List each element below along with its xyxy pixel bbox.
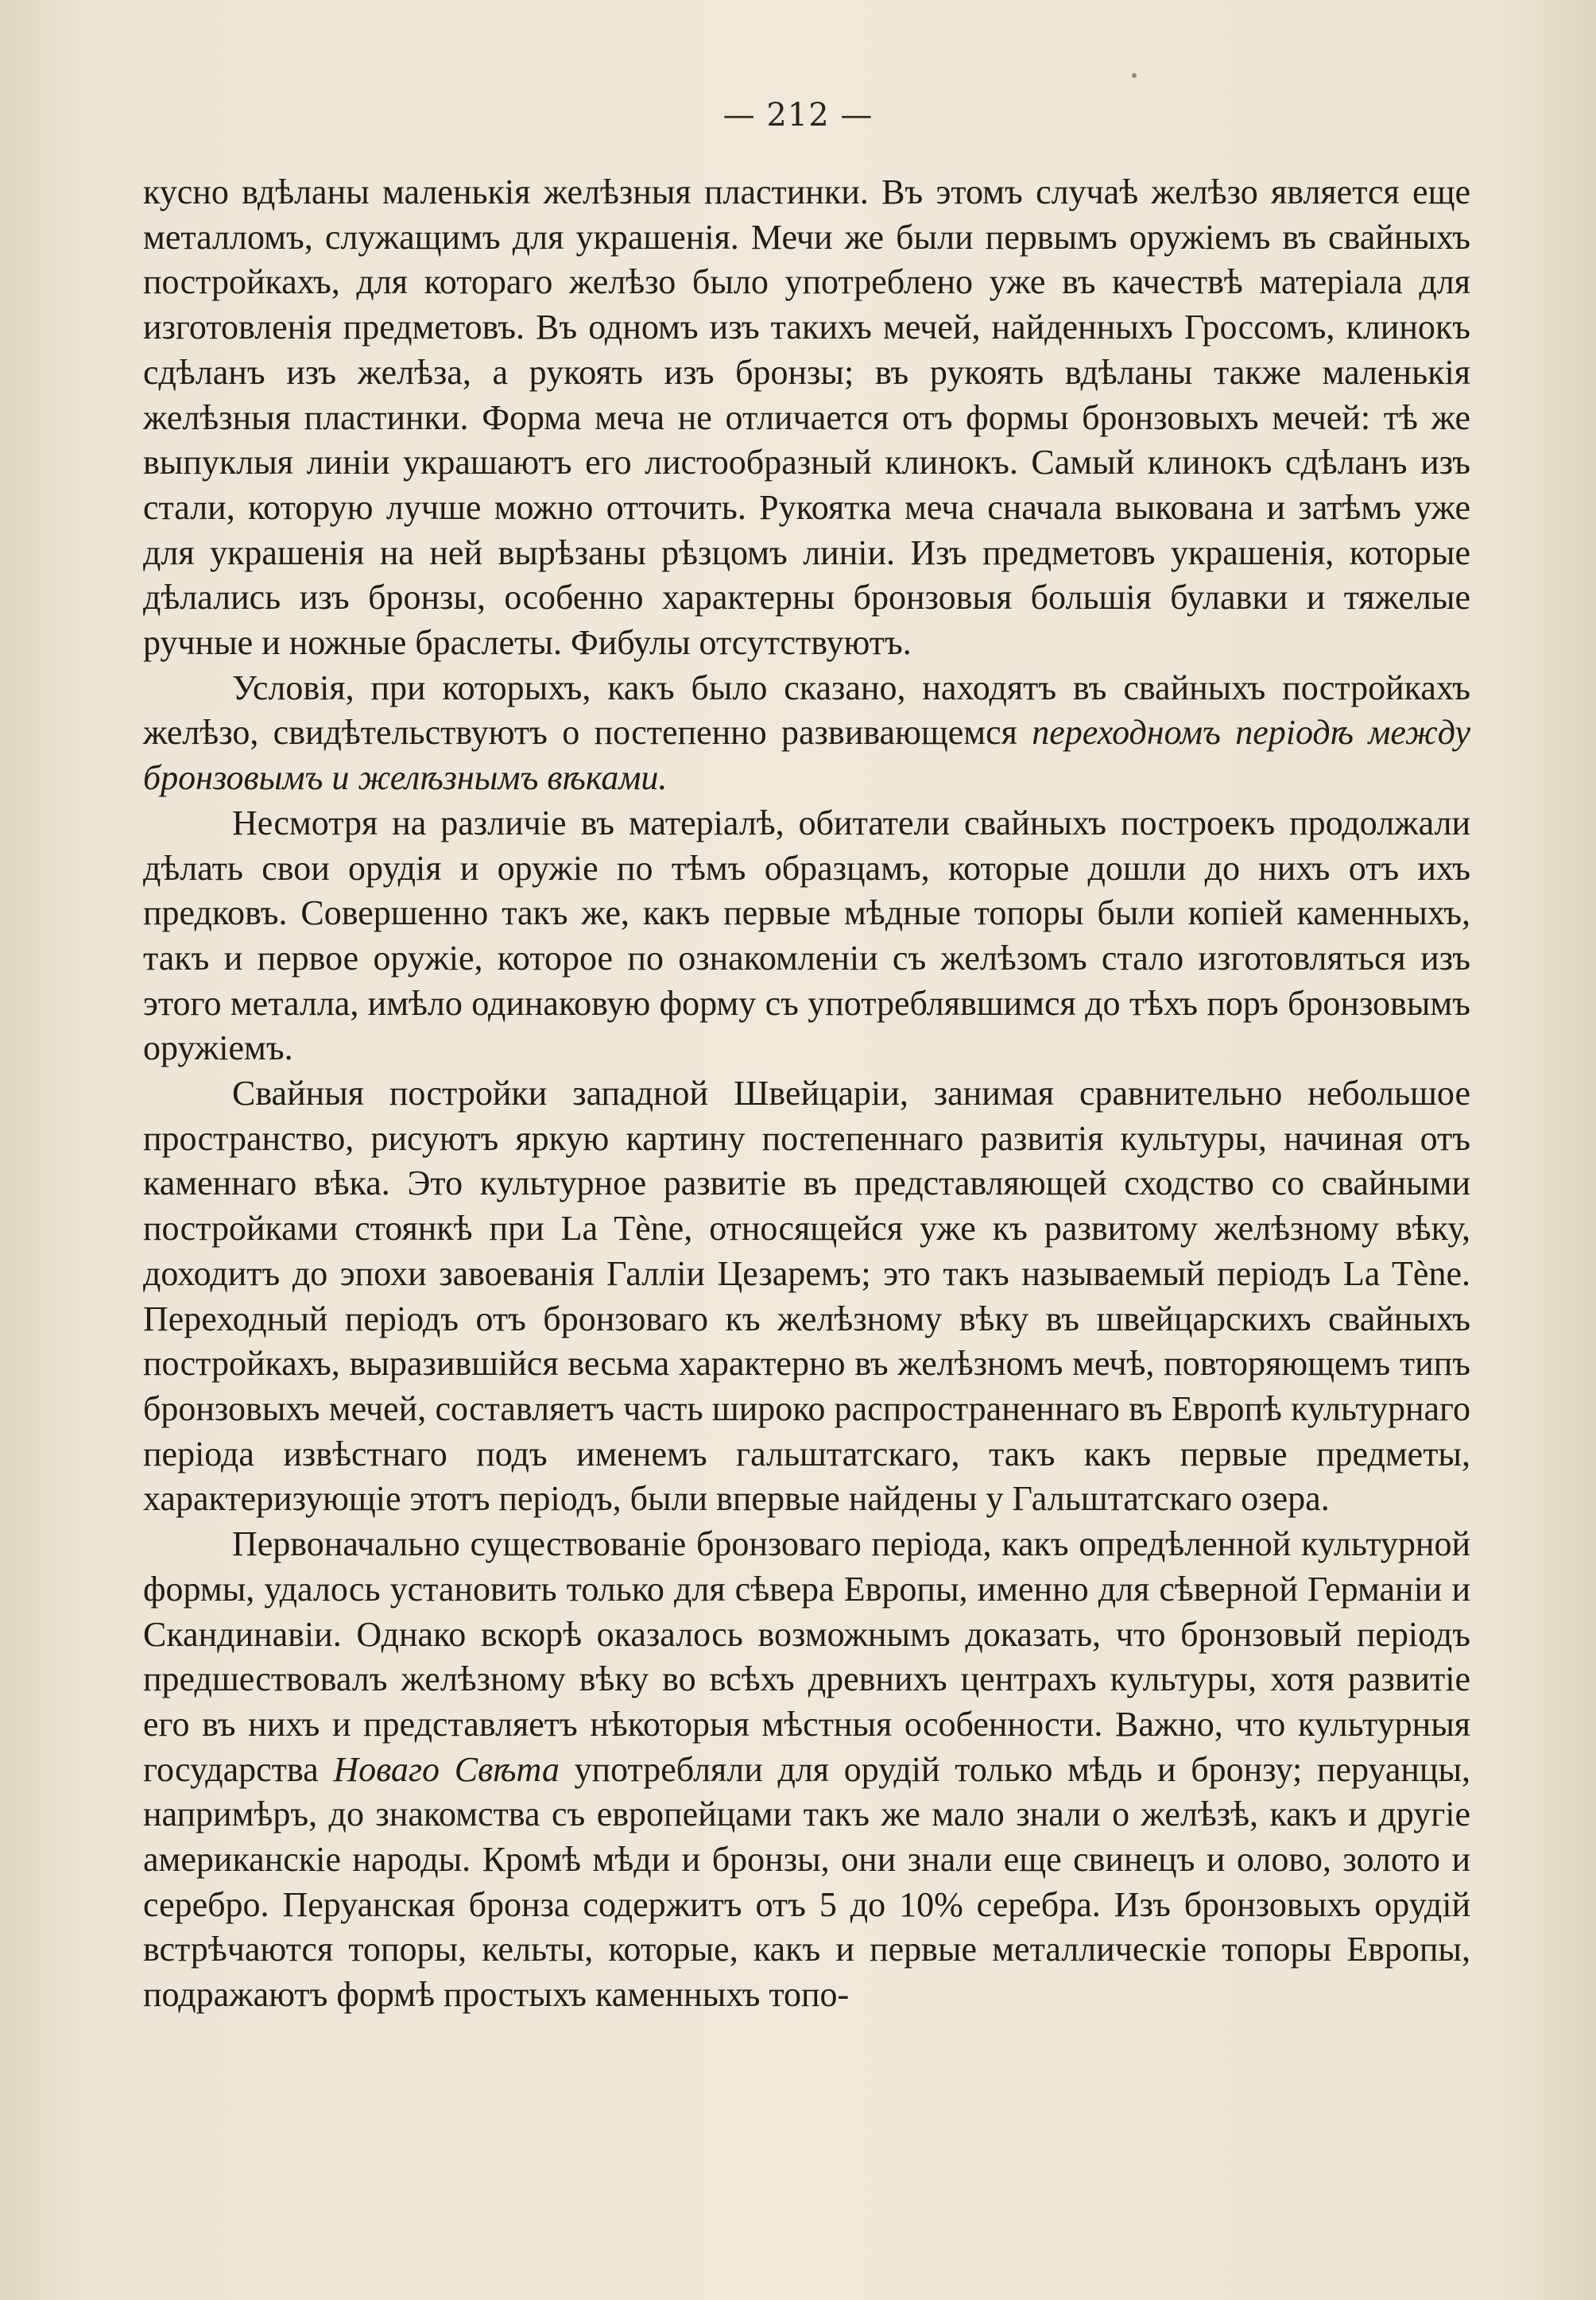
paragraph-text: Свайныя постройки западной Швейцаріи, занимая сравнительно небольшое пространство, рисуютъ яркую картину постепеннаго развитія культуры, начиная отъ каменнаго вѣка. Это культурное развитіе въ представляющей сходство со свайными постройками стоянкѣ при La Tène, относящейся уже къ развитому желѣзному вѣку, доходитъ до эпохи завоеванія Галліи Цезаремъ; это такъ называемый періодъ La Tène. Переходный періодъ отъ бронзоваго къ желѣзному вѣку въ швейцарскихъ свайныхъ постройкахъ, выразившійся весьма характерно въ желѣзномъ мечѣ, повторяющемъ типъ бронзовыхъ мечей, составляетъ часть широко распространеннаго въ Европѣ культурнаго періода извѣстнаго подъ именемъ гальштатскаго, такъ какъ первые предметы, характеризующіе этотъ періодъ, были впервые найдены у Гальштатскаго озера. [143,1074,1470,1519]
paragraph-text: кусно вдѣланы маленькія желѣзныя пластинки. Въ этомъ случаѣ желѣзо является еще металломъ, служащимъ для украшенія. Мечи же были первымъ оружіемъ въ свайныхъ постройкахъ, для котораго желѣзо было употреблено уже въ качествѣ матеріала для изготовленія предметовъ. Въ одномъ изъ такихъ мечей, найденныхъ Гроссомъ, клинокъ сдѣланъ изъ желѣза, а рукоять изъ бронзы; въ рукоять вдѣланы также маленькія желѣзныя пластинки. Форма меча не отличается отъ формы бронзовыхъ мечей: тѣ же выпуклыя линіи украшаютъ его листообразный клинокъ. Самый клинокъ сдѣланъ изъ стали, которую лучше можно отточить. Рукоятка меча сначала выкована и затѣмъ уже для украшенія на ней вырѣзаны рѣзцомъ линіи. Изъ предметовъ украшенія, которые дѣлались изъ бронзы, особенно характерны бронзовыя большія булавки и тяжелые ручные и ножные браслеты. Фибулы отсутствуютъ. [143,172,1470,663]
italic-phrase: Новаго Свѣта [333,1749,560,1789]
body-text [143,170,1470,2018]
paragraph-4 [143,1071,1470,1522]
paragraph-3 [143,801,1470,1071]
italic-phrase: переходномъ періодѣ между бронзовымъ и желѣзнымъ вѣками. [143,713,1470,798]
paragraph-text: Несмотря на различіе въ матеріалѣ, обитатели свайныхъ построекъ продолжали дѣлать свои орудія и оружіе по тѣмъ образцамъ, которые дошли до нихъ отъ ихъ предковъ. Совершенно такъ же, какъ первые мѣдные топоры были копіей каменныхъ, такъ и первое оружіе, которое по ознакомленіи съ желѣзомъ стало изготовляться изъ этого металла, имѣло одинаковую форму съ употреблявшимся до тѣхъ поръ бронзовымъ оружіемъ. [143,803,1470,1068]
paragraph-1 [143,170,1470,666]
paper-speck [1132,73,1137,78]
paragraph-2 [143,666,1470,801]
paragraph-text: употребляли для орудій только мѣдь и бронзу; перуанцы, напримѣръ, до знакомства съ европейцами такъ же мало знали о желѣзѣ, какъ и другіе американскіе народы. Кромѣ мѣди и бронзы, они знали еще свинецъ и олово, золото и серебро. Перуанская бронза содержитъ отъ 5 до 10% серебра. Изъ бронзовыхъ орудій встрѣчаются топоры, кельты, которые, какъ и первые металлическіе топоры Европы, подражаютъ формѣ простыхъ каменныхъ топо- [143,1749,1471,2015]
paragraph-text: Первоначально существованіе бронзоваго періода, какъ опредѣленной культурной формы, удалось установить только для сѣвера Европы, именно для сѣверной Германіи и Скандинавіи. Однако вскорѣ оказалось возможнымъ доказать, что бронзовый періодъ предшествовалъ желѣзному вѣку во всѣхъ древнихъ центрахъ культуры, хотя развитіе его въ нихъ и представляетъ нѣкоторыя мѣстныя особенности. Важно, что культурныя государства [143,1524,1470,1789]
paragraph-text: Условія, при которыхъ, какъ было сказано, находятъ въ свайныхъ постройкахъ желѣзо, свидѣтельствуютъ о постепенно развивающемся [143,668,1470,753]
paragraph-5 [143,1522,1470,2018]
page-number: — 212 — [722,97,874,134]
